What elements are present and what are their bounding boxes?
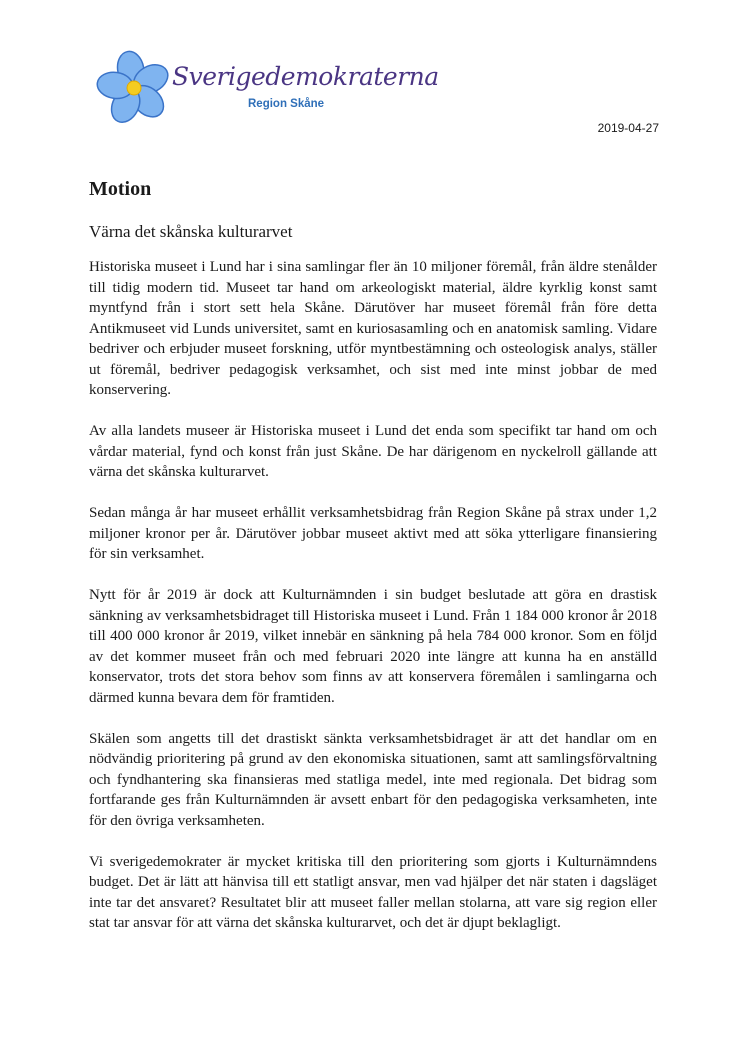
body-paragraph: Av alla landets museer är Historiska museet i Lund det enda som specifikt tar hand om och vårdar material, fynd och konst från just Skåne. De har därigenom en nyckelroll gällande att värna det skånska kulturarvet. [89,423,657,480]
logo-region-label: Region Skåne [248,98,325,110]
document-body [89,257,657,954]
body-paragraph: Sedan många år har museet erhållit verksamhetsbidrag från Region Skåne på strax under 1,2 miljoner kronor per år. Därutöver jobbar museet aktivt med att söka ytterligare finansiering för sin verksamhet. [89,505,657,562]
body-paragraph: Nytt för år 2019 är dock att Kulturnämnden i sin budget beslutade att göra en drastisk sänkning av verksamhetsbidraget till Historiska museet i Lund. Från 1 184 000 kronor år 2018 till 400 000 kronor år 2019, vilket innebär en sänkning på hela 784 000 kronor. Som en följd av det kommer museet från och med februari 2020 inte längre att kunna ha en anställd konservator, trots det stora behov som finns av att konservera föremålen i samlingarna och därmed kunna bevara dem för framtiden. [89,587,657,706]
document-date: 2019-04-27 [597,121,659,135]
document-subtitle: Värna det skånska kulturarvet [89,222,293,241]
body-paragraph: Skälen som angetts till det drastiskt sänkta verksamhetsbidraget är att det handlar om en nödvändig prioritering på grund av den ekonomiska situationen, samt att samlingsförvaltning och fyndhantering ska finansieras med statliga medel, inte med regionala. Det bidrag som fortfarande ges från Kulturnämnden är avsett enbart för den pedagogiska verksamheten, inte för den övriga verksamheten. [89,730,657,829]
flower-logo-icon [96,50,172,126]
document-title: Motion [89,178,152,200]
flower-center [127,81,141,95]
body-paragraph: Historiska museet i Lund har i sina samlingar fler än 10 miljoner föremål, från äldre stenålder till tidig modern tid. Museet tar hand om arkeologiskt material, äldre kyrklig konst samt myntfynd från i stort sett hela Skåne. Därutöver har museet föremål från före detta Antikmuseet vid Lunds universitet, samt en kuriosasamling och en anatomisk samling. Vidare bedriver och erbjuder museet forskning, utför myntbestämning och osteologisk analys, ställer ut föremål, bedriver pedagogisk verksamhet, och sist med inte minst jobbar de med konservering. [89,259,657,398]
logo-wordmark: Sverigedemokraterna [172,62,439,91]
body-paragraph: Vi sverigedemokrater är mycket kritiska till den prioritering som gjorts i Kulturnämndens budget. Det är lätt att hänvisa till ett statligt ansvar, men vad hjälper det när staten i dagsläget inte tar det ansvaret? Resultatet blir att museet faller mellan stolarna, att vare sig region eller stat tar ansvar för att värna det skånska kulturarvet, och det är djupt beklagligt. [89,853,657,931]
party-logo [96,50,439,126]
